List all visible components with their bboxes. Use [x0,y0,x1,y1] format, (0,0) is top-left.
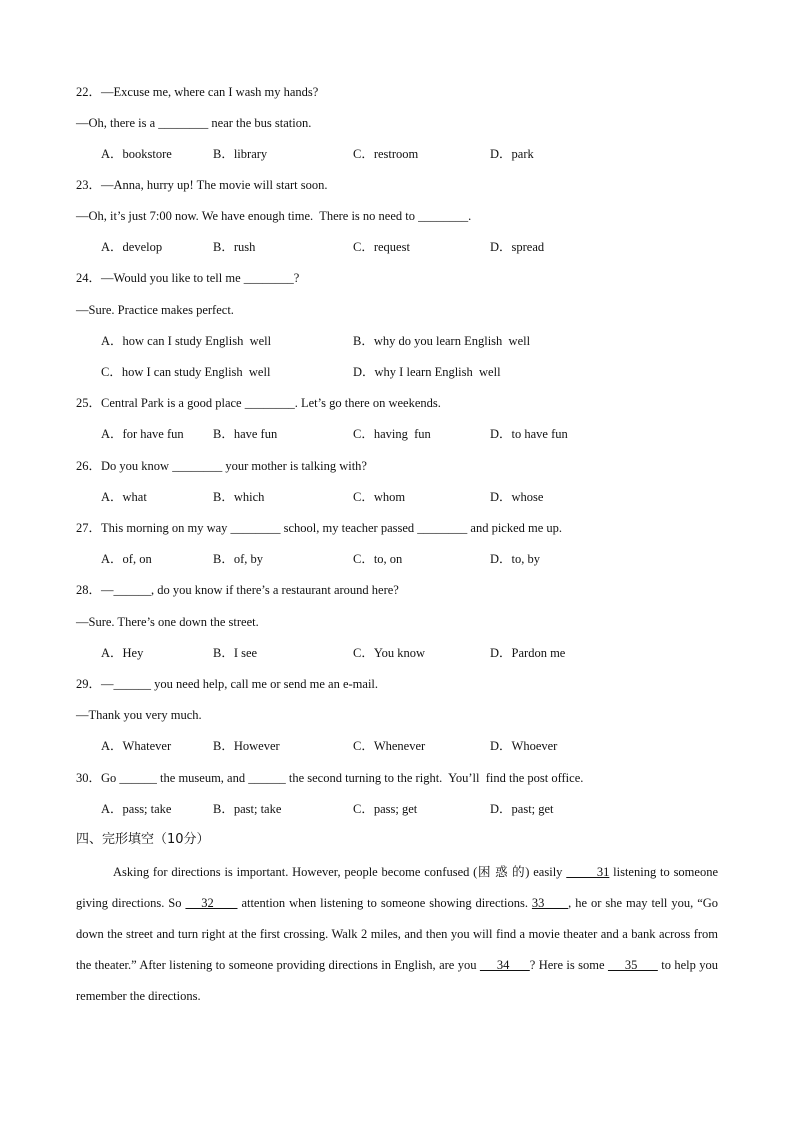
question-26-stem: 26．Do you know ________ your mother is talking with? [76,459,367,473]
option-a[interactable]: A．Whatever [101,739,172,753]
section-heading-cloze: 四、完形填空（10分） [76,832,210,847]
question-23-reply: —Oh, it’s just 7:00 now. We have enough time. There is no need to ________. [76,209,472,223]
question-29-stem: 29．—______ you need help, call me or send me an e-mail. [76,677,379,691]
question-22-options [101,146,661,162]
option-c[interactable]: C．Whenever [353,739,426,753]
option-b[interactable]: B．However [213,739,280,753]
cloze-passage [76,857,718,1012]
option-d[interactable]: D．to have fun [490,427,568,441]
option-c[interactable]: C．restroom [353,147,419,161]
question-22-stem: 22．—Excuse me, where can I wash my hands? [76,85,319,99]
question-27-stem: 27．This morning on my way ________ school, my teacher passed ________ and picked me up. [76,521,563,535]
option-a[interactable]: A．for have fun [101,427,184,441]
option-b[interactable]: B．have fun [213,427,278,441]
question-29-options [101,738,661,754]
question-24-stem: 24．—Would you like to tell me ________? [76,271,300,285]
passage-text: , he or she may tell you, “Go down the street and turn right at the first crossing. Walk 2 miles, and then you will find a movie theater and a bank across from the theater.” After listening to someone providing directions in English, are you [76,896,719,972]
blank-35[interactable]: 35 [607,958,658,972]
option-b[interactable]: B．I see [213,646,258,660]
option-c[interactable]: C．whom [353,490,406,504]
question-25-options [101,426,661,442]
option-d[interactable]: D．why I learn English well [353,365,501,379]
question-29-reply: —Thank you very much. [76,708,202,722]
option-d[interactable]: D．park [490,147,534,161]
option-a[interactable]: A．how can I study English well [101,334,272,348]
passage-text: attention when listening to someone showing directions. [237,896,532,910]
passage-text: ? Here is some [529,958,608,972]
question-23-stem: 23．—Anna, hurry up! The movie will start soon. [76,178,328,192]
option-c[interactable]: C．to, on [353,552,403,566]
option-a[interactable]: A．bookstore [101,147,172,161]
option-a[interactable]: A．of, on [101,552,152,566]
question-27-options [101,551,661,567]
option-a[interactable]: A．pass; take [101,802,172,816]
blank-32[interactable]: 32 [185,896,238,910]
blank-33[interactable]: 33 [531,896,569,910]
option-a[interactable]: A．Hey [101,646,144,660]
question-30-options [101,801,661,817]
question-28-options [101,645,661,661]
option-a[interactable]: A．what [101,490,147,504]
option-b[interactable]: B．rush [213,240,256,254]
option-b[interactable]: B．why do you learn English well [353,334,531,348]
option-d[interactable]: D．whose [490,490,544,504]
option-c[interactable]: C．pass; get [353,802,418,816]
passage-text: listening to someone giving directions. So [76,865,719,910]
blank-34[interactable]: 34 [479,958,530,972]
question-28-stem: 28．—______, do you know if there’s a restaurant around here? [76,583,399,597]
question-24-reply: —Sure. Practice makes perfect. [76,303,234,317]
question-23-options [101,239,661,255]
question-22-reply: —Oh, there is a ________ near the bus station. [76,116,312,130]
question-24-options-row1 [101,333,661,349]
question-24-options-row2 [101,364,661,380]
option-b[interactable]: B．past; take [213,802,282,816]
option-d[interactable]: D．spread [490,240,545,254]
option-d[interactable]: D．to, by [490,552,541,566]
passage-text: Asking for directions is important. However, people become confused (困 惑 的) easily [113,865,567,879]
passage-text: to help you remember the directions. [76,958,719,1003]
question-26-options [101,489,661,505]
option-c[interactable]: C．request [353,240,410,254]
option-b[interactable]: B．which [213,490,265,504]
question-28-reply: —Sure. There’s one down the street. [76,615,259,629]
option-d[interactable]: D．Whoever [490,739,558,753]
blank-31[interactable]: 31 [566,865,610,879]
question-30-stem: 30．Go ______ the museum, and ______ the second turning to the right. You’ll find the post office. [76,771,584,785]
option-c[interactable]: C．You know [353,646,426,660]
option-d[interactable]: D．past; get [490,802,554,816]
option-b[interactable]: B．library [213,147,268,161]
option-c[interactable]: C．having fun [353,427,431,441]
question-25-stem: 25．Central Park is a good place ________. Let’s go there on weekends. [76,396,441,410]
option-c[interactable]: C．how I can study English well [101,365,271,379]
option-d[interactable]: D．Pardon me [490,646,566,660]
option-a[interactable]: A．develop [101,240,163,254]
option-b[interactable]: B．of, by [213,552,264,566]
